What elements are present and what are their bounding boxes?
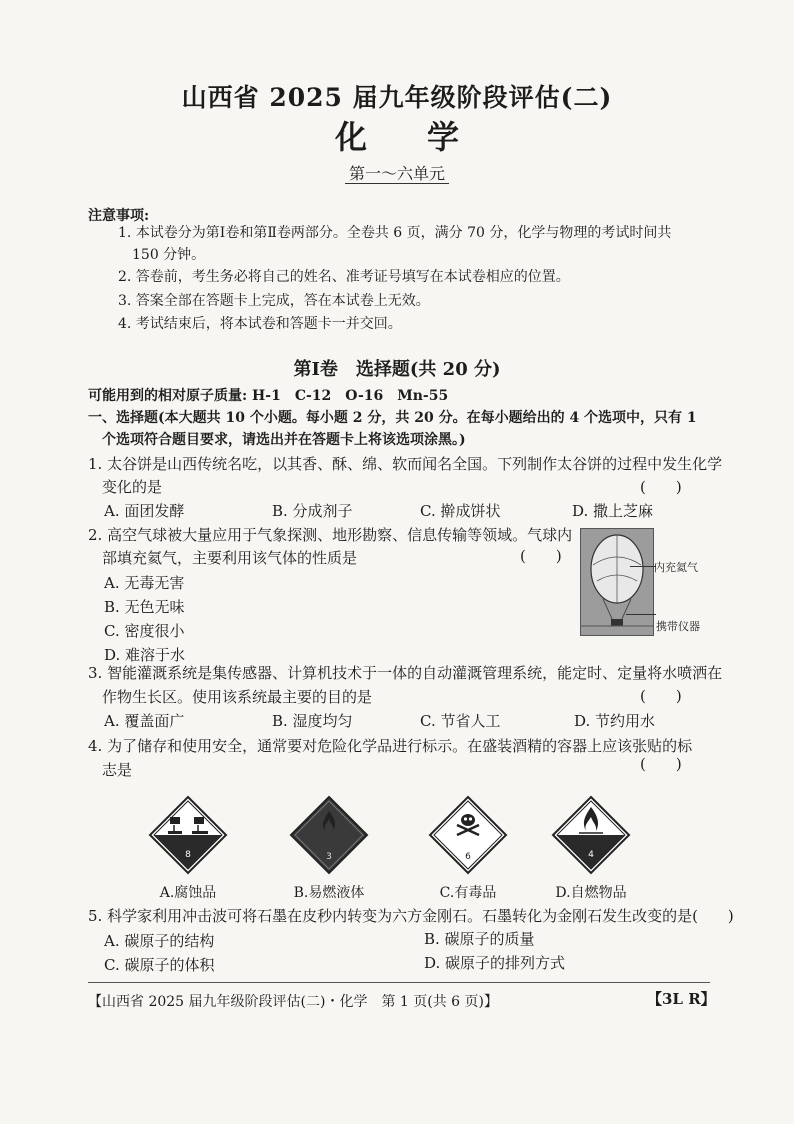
sign-class-number: 6 [465, 852, 471, 862]
corrosive-icon [148, 795, 228, 875]
balloon-figure [580, 528, 654, 636]
sign-label: C.有毒品 [439, 885, 497, 901]
question-1-stem: 1. 太谷饼是山西传统名吃，以其香、酥、绵、软而闻名全国。下列制作太谷饼的过程中发生化学 [88, 455, 723, 473]
subject-title: 化学 [334, 118, 519, 156]
footer-rule [88, 982, 710, 983]
notice-item: 4. 考试结束后，将本试卷和答题卡一并交回。 [118, 316, 402, 332]
paper-code: 【3L R】 [647, 990, 716, 1008]
question-3-stem: 作物生长区。使用该系统最主要的目的是 [102, 688, 373, 706]
option: C. 碳原子的体积 [104, 956, 215, 974]
option: D. 撒上芝麻 [572, 502, 654, 520]
option: C. 擀成饼状 [420, 502, 501, 520]
question-1-stem: 变化的是 [102, 478, 163, 496]
option: D. 难溶于水 [104, 646, 186, 664]
label-leader-line [626, 614, 656, 615]
option: B. 分成剂子 [272, 502, 353, 520]
sign-class-number: 8 [185, 850, 191, 860]
figure-label: 携带仪器 [656, 620, 700, 633]
flammable-liquid-sign [289, 795, 369, 875]
sign-class-number: 3 [326, 852, 332, 862]
section-title: 第Ⅰ卷 选择题(共 20 分) [293, 359, 501, 380]
option: B. 无色无味 [104, 598, 185, 616]
footer-text: 【山西省 2025 届九年级阶段评估(二)・化学 第 1 页(共 6 页)】 [88, 994, 498, 1010]
notice-item: 2. 答卷前，考生务必将自己的姓名、准考证号填写在本试卷相应的位置。 [118, 269, 570, 285]
option: A. 面团发酵 [104, 502, 185, 520]
atomic-mass-line: 可能用到的相对原子质量: H-1 C-12 O-16 Mn-55 [88, 388, 449, 404]
notice-item: 3. 答案全部在答题卡上完成，答在本试卷上无效。 [118, 293, 430, 309]
instructions-line: 一、选择题(本大题共 10 个小题。每小题 2 分，共 20 分。在每小题给出的 4 个选项中，只有 1 [88, 410, 697, 426]
notice-item: 150 分钟。 [132, 247, 206, 263]
notice-item: 1. 本试卷分为第Ⅰ卷和第Ⅱ卷两部分。全卷共 6 页，满分 70 分，化学与物理的考试时间共 [118, 225, 672, 241]
answer-paren: ( ) [640, 478, 682, 496]
answer-paren: ( ) [640, 755, 682, 773]
sign-label: B.易燃液体 [293, 885, 365, 901]
question-4-stem: 志是 [102, 761, 133, 779]
notice-heading: 注意事项: [88, 208, 150, 224]
question-2-stem: 2. 高空气球被大量应用于气象探测、地形勘察、信息传输等领域。气球内 [88, 526, 573, 544]
instructions-line: 个选项符合题目要求，请选出并在答题卡上将该选项涂黑。) [102, 432, 466, 448]
figure-label: 内充氦气 [654, 561, 698, 574]
toxic-sign [428, 795, 508, 875]
flame-icon [289, 795, 369, 875]
label-leader-line [630, 566, 656, 567]
question-5-stem: 5. 科学家利用冲击波可将石墨在皮秒内转变为六方金刚石。石墨转化为金刚石发生改变的是( ) [88, 907, 734, 925]
question-4-stem: 4. 为了储存和使用安全，通常要对危险化学品进行标示。在盛装酒精的容器上应该张贴的标 [88, 737, 693, 755]
option: A. 无毒无害 [104, 574, 185, 592]
sign-class-number: 4 [588, 850, 594, 860]
balloon-icon [581, 529, 653, 635]
flame-icon [551, 795, 631, 875]
spontaneous-combustion-sign [551, 795, 631, 875]
skull-icon [428, 795, 508, 875]
option: D. 节约用水 [574, 712, 656, 730]
exam-title: 山西省 2025 届九年级阶段评估(二) [181, 83, 613, 112]
option: B. 碳原子的质量 [424, 930, 535, 948]
option: B. 湿度均匀 [272, 712, 353, 730]
unit-range-text: 第一～六单元 [345, 164, 449, 184]
corrosive-sign [148, 795, 228, 875]
option: C. 密度很小 [104, 622, 185, 640]
answer-paren: ( ) [640, 687, 682, 705]
option: C. 节省人工 [420, 712, 501, 730]
option: A. 覆盖面广 [104, 712, 185, 730]
option: D. 碳原子的排列方式 [424, 954, 566, 972]
option: A. 碳原子的结构 [104, 932, 215, 950]
question-2-stem: 部填充氦气，主要利用该气体的性质是 [102, 549, 358, 567]
question-3-stem: 3. 智能灌溉系统是集传感器、计算机技术于一体的自动灌溉管理系统，能定时、定量将水喷洒在 [88, 664, 723, 682]
sign-label: D.自燃物品 [555, 885, 627, 901]
unit-range [0, 161, 794, 184]
sign-label: A.腐蚀品 [159, 885, 217, 901]
answer-paren: ( ) [520, 547, 562, 565]
